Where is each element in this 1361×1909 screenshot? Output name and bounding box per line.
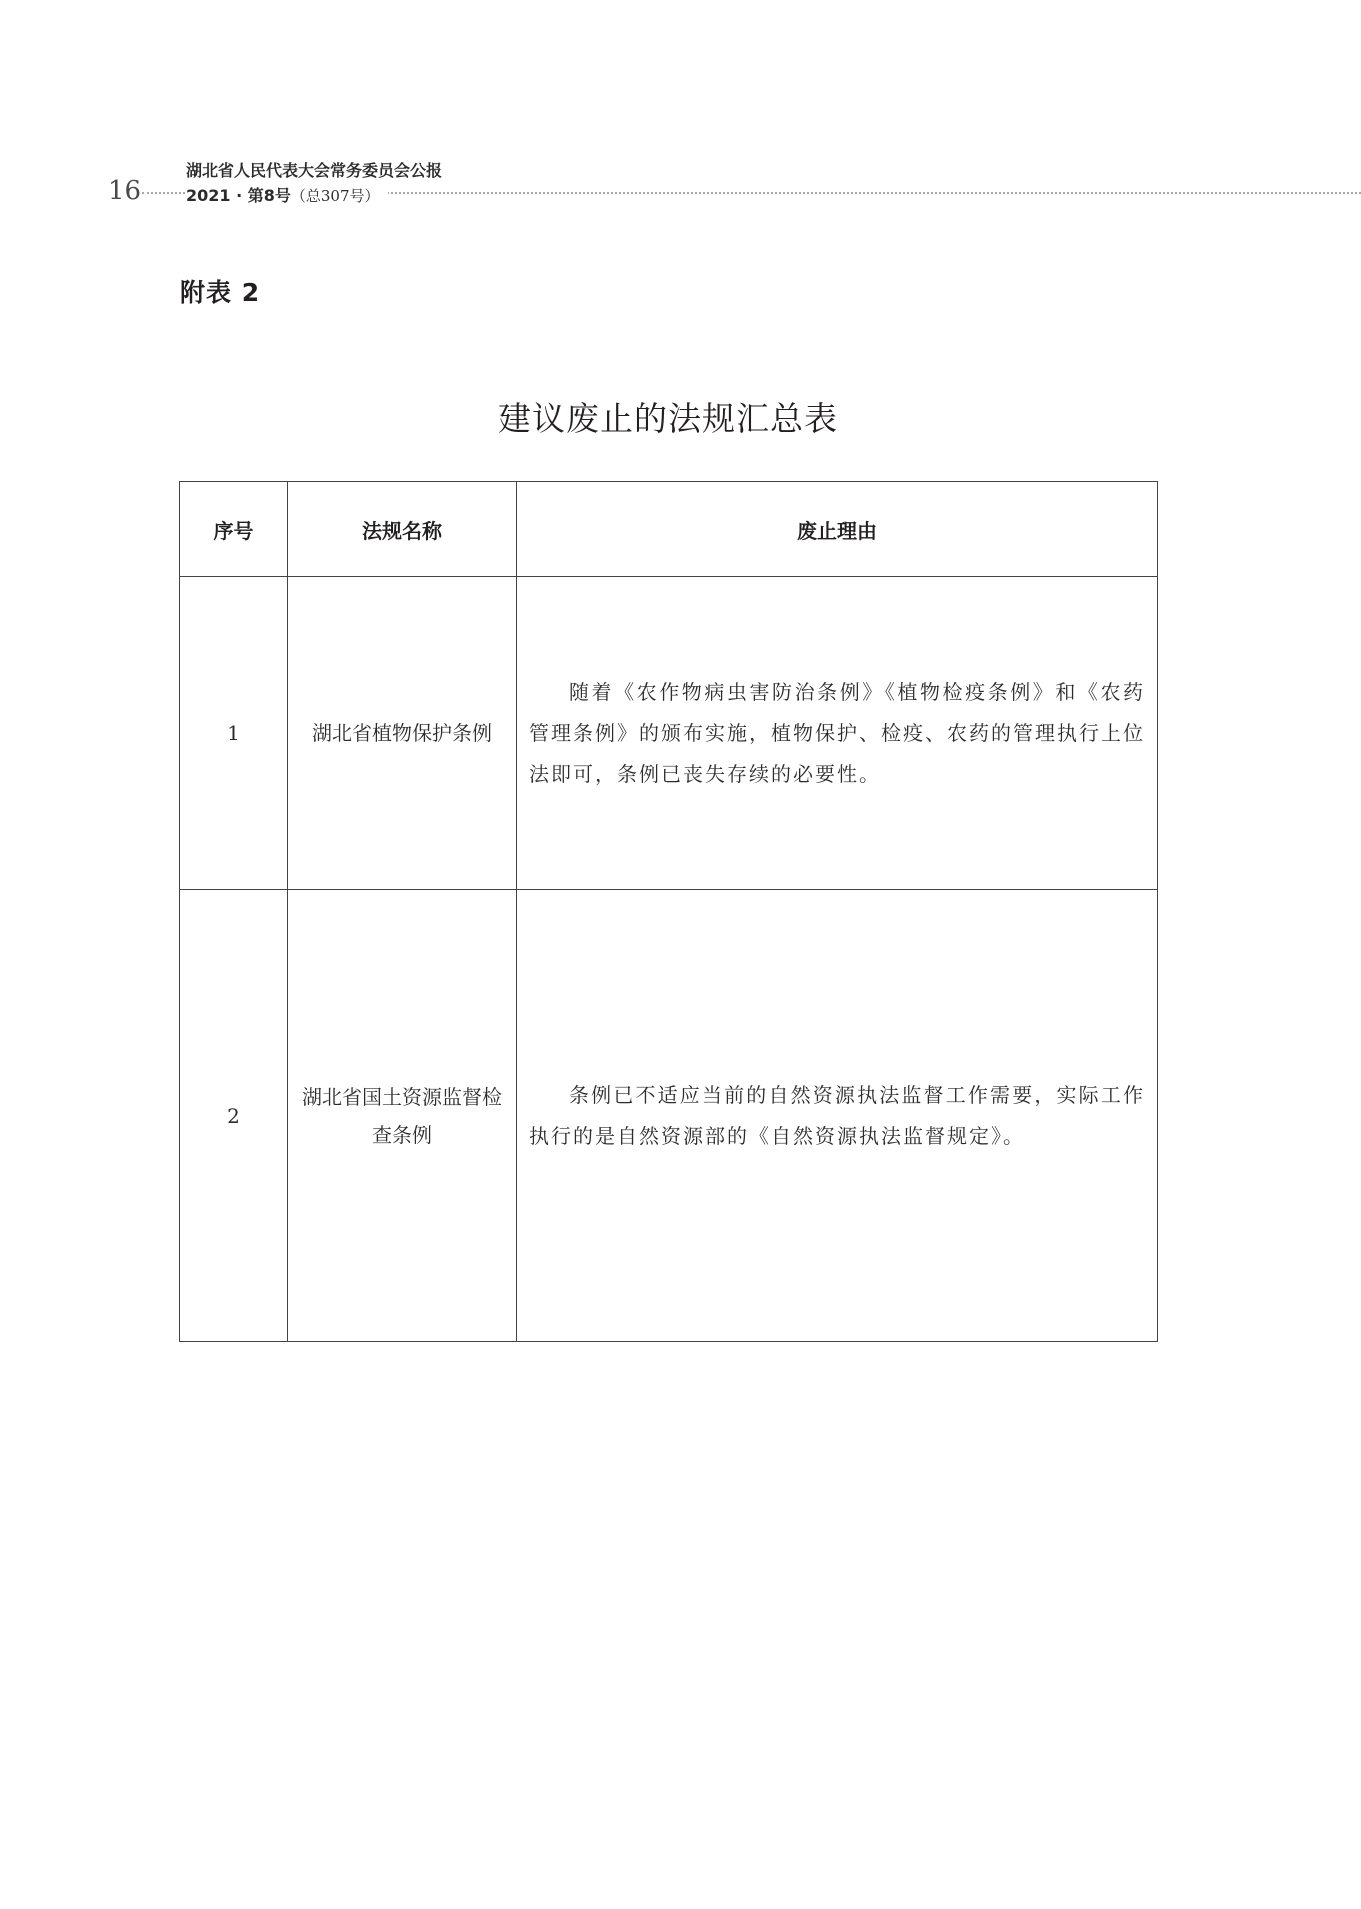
issue-line — [186, 185, 388, 207]
issue-number: 2021 · 第8号 — [186, 186, 291, 205]
repeal-reason: 随着《农作物病虫害防治条例》《植物检疫条例》和《农药管理条例》的颁布实施，植物保护、检疫、农药的管理执行上位法即可，条例已丧失存续的必要性。 — [517, 577, 1158, 890]
row-number: 2 — [180, 890, 288, 1342]
column-header-reason: 废止理由 — [517, 482, 1158, 577]
appendix-label: 附表 2 — [180, 278, 261, 307]
law-name: 湖北省植物保护条例 — [288, 577, 517, 890]
page-number: 16 — [108, 176, 142, 206]
column-header-name: 法规名称 — [288, 482, 517, 577]
table-row — [180, 890, 1158, 1342]
law-repeal-table — [179, 481, 1158, 1342]
table-header-row — [180, 482, 1158, 577]
issue-total: （总307号） — [290, 187, 380, 205]
repeal-reason: 条例已不适应当前的自然资源执法监督工作需要，实际工作执行的是自然资源部的《自然资源执法监督规定》。 — [517, 890, 1158, 1342]
table-title: 建议废止的法规汇总表 — [498, 399, 838, 438]
row-number: 1 — [180, 577, 288, 890]
journal-title: 湖北省人民代表大会常务委员会公报 — [186, 161, 443, 180]
table-row — [180, 577, 1158, 890]
column-header-no: 序号 — [180, 482, 288, 577]
law-name: 湖北省国土资源监督检查条例 — [288, 890, 517, 1342]
